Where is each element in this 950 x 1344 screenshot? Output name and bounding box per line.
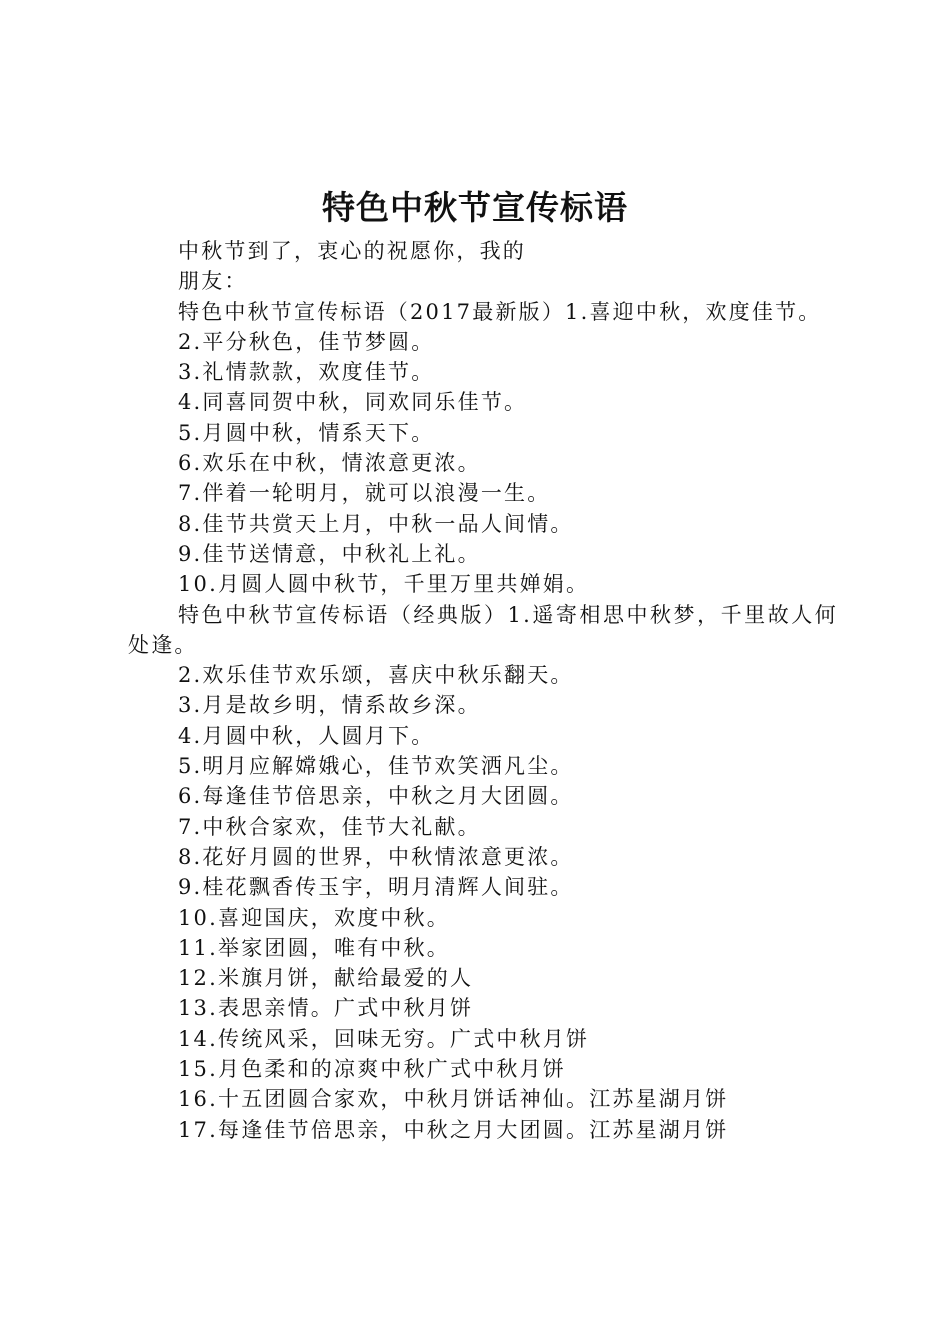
document-title: 特色中秋节宣传标语 (322, 188, 628, 227)
paragraph: 3.礼情款款，欢度佳节。 (178, 360, 435, 385)
paragraph: 6.每逢佳节倍思亲，中秋之月大团圆。 (178, 784, 574, 809)
paragraph: 10.喜迎国庆，欢度中秋。 (178, 905, 450, 930)
paragraph: 6.欢乐在中秋，情浓意更浓。 (178, 451, 481, 476)
paragraph: 10.月圆人圆中秋节，千里万里共婵娟。 (178, 572, 590, 597)
paragraph: 4.月圆中秋，人圆月下。 (178, 723, 435, 748)
document-body (128, 236, 838, 1145)
paragraph: 8.佳节共赏天上月，中秋一品人间情。 (178, 511, 574, 536)
paragraph: 9.桂花飘香传玉宇，明月清辉人间驻。 (178, 875, 574, 900)
paragraph: 14.传统风采，回味无穷。广式中秋月饼 (178, 1026, 590, 1051)
paragraph: 13.表思亲情。广式中秋月饼 (178, 996, 474, 1021)
paragraph: 5.明月应解嫦娥心，佳节欢笑洒凡尘。 (178, 754, 574, 779)
paragraph: 17.每逢佳节倍思亲，中秋之月大团圆。江苏星湖月饼 (178, 1117, 729, 1142)
paragraph: 16.十五团圆合家欢，中秋月饼话神仙。江苏星湖月饼 (178, 1087, 729, 1112)
paragraph: 2.平分秋色，佳节梦圆。 (178, 329, 435, 354)
paragraph: 15.月色柔和的凉爽中秋广式中秋月饼 (178, 1057, 566, 1082)
paragraph: 9.佳节送情意，中秋礼上礼。 (178, 541, 481, 566)
paragraph: 8.花好月圆的世界，中秋情浓意更浓。 (178, 844, 574, 869)
paragraph: 7.中秋合家欢，佳节大礼献。 (178, 814, 481, 839)
paragraph: 4.同喜同贺中秋，同欢同乐佳节。 (178, 390, 528, 415)
paragraph: 3.月是故乡明，情系故乡深。 (178, 693, 481, 718)
paragraph: 朋友： (178, 269, 248, 294)
paragraph: 5.月圆中秋，情系天下。 (178, 420, 435, 445)
paragraph: 11.举家团圆，唯有中秋。 (178, 935, 450, 960)
paragraph: 特色中秋节宣传标语（2017最新版）1.喜迎中秋，欢度佳节。 (178, 299, 822, 324)
paragraph: 中秋节到了，衷心的祝愿你，我的 (178, 239, 526, 263)
paragraph: 特色中秋节宣传标语（经典版）1.遥寄相思中秋梦，千里故人何处逢。 (128, 602, 838, 657)
paragraph: 7.伴着一轮明月，就可以浪漫一生。 (178, 481, 551, 506)
paragraph: 2.欢乐佳节欢乐颂，喜庆中秋乐翻天。 (178, 663, 574, 688)
paragraph: 12.米旗月饼，献给最爱的人 (178, 966, 474, 991)
